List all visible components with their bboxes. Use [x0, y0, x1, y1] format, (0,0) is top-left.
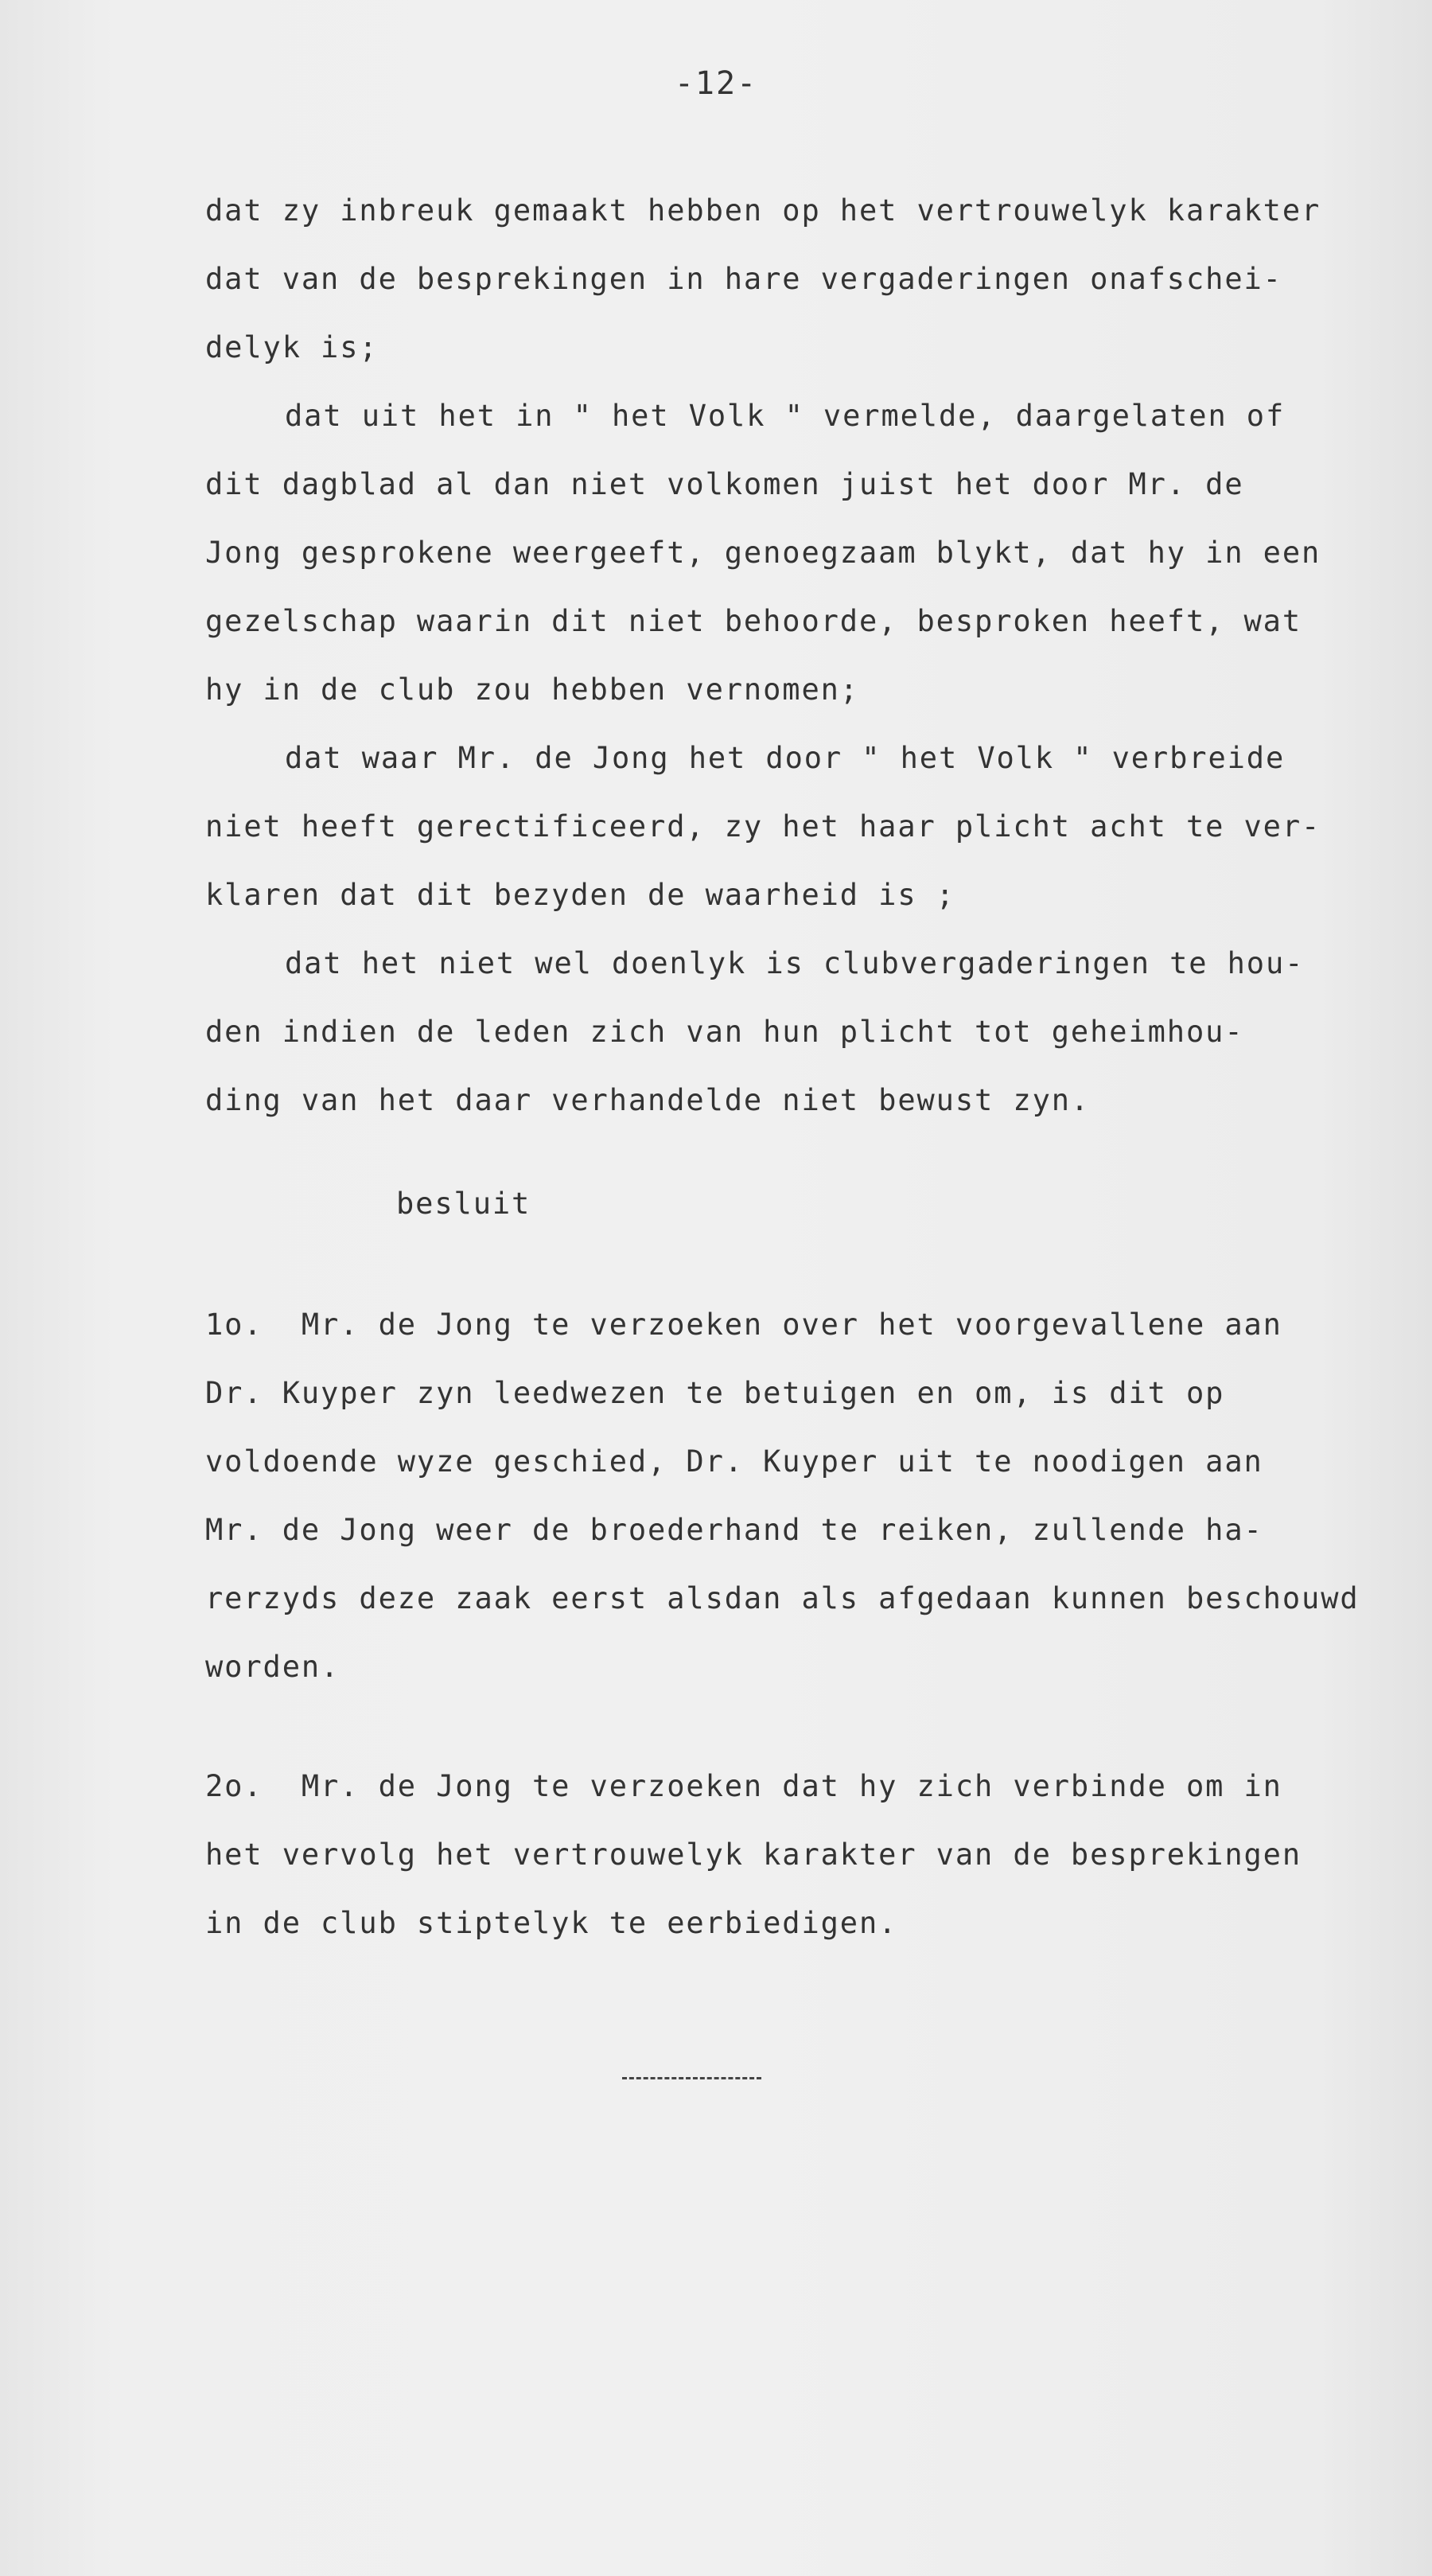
- document-body: [205, 177, 1399, 1958]
- text-line: het vervolg het vertrouwelyk karakter van de besprekingen: [205, 1837, 1302, 1872]
- text-line: Mr. de Jong weer de broederhand te reiken, zullende ha-: [205, 1513, 1263, 1547]
- text-line: Dr. Kuyper zyn leedwezen te betuigen en om, is dit op: [205, 1376, 1225, 1410]
- resolution-item-1: [205, 1291, 1399, 1701]
- text-line: dat uit het in " het Volk " vermelde, daargelaten of: [285, 399, 1286, 433]
- text-line: in de club stiptelyk te eerbiedigen.: [205, 1906, 898, 1940]
- text-line: 1o. Mr. de Jong te verzoeken over het voorgevallene aan: [205, 1307, 1282, 1342]
- text-line: dat van de besprekingen in hare vergaderingen onafschei-: [205, 262, 1282, 296]
- paragraph-1: [205, 177, 1399, 382]
- paragraph-3: [205, 724, 1399, 929]
- page-number: -12-: [674, 65, 758, 102]
- text-line: den indien de leden zich van hun plicht tot geheimhou-: [205, 1015, 1244, 1049]
- text-line: dat het niet wel doenlyk is clubvergaderingen te hou-: [285, 946, 1305, 980]
- text-line: gezelschap waarin dit niet behoorde, besproken heeft, wat: [205, 604, 1302, 638]
- text-line: hy in de club zou hebben vernomen;: [205, 672, 859, 707]
- resolution-item-2: [205, 1752, 1399, 1958]
- resolution-heading: besluit: [396, 1187, 531, 1221]
- text-line: voldoende wyze geschied, Dr. Kuyper uit te noodigen aan: [205, 1444, 1263, 1479]
- text-line: dat waar Mr. de Jong het door " het Volk " verbreide: [285, 741, 1286, 775]
- text-line: Jong gesprokene weergeeft, genoegzaam blykt, dat hy in een: [205, 536, 1321, 570]
- paragraph-4: [205, 929, 1399, 1135]
- text-line: dit dagblad al dan niet volkomen juist het door Mr. de: [205, 467, 1244, 501]
- text-line: dat zy inbreuk gemaakt hebben op het vertrouwelyk karakter: [205, 193, 1321, 228]
- paragraph-2: [205, 382, 1399, 724]
- text-line: niet heeft gerectificeerd, zy het haar plicht acht te ver-: [205, 809, 1321, 844]
- text-line: worden.: [205, 1650, 340, 1684]
- text-line: rerzyds deze zaak eerst alsdan als afgedaan kunnen beschouwd: [205, 1581, 1360, 1615]
- text-line: klaren dat dit bezyden de waarheid is ;: [205, 878, 955, 912]
- text-line: delyk is;: [205, 330, 379, 364]
- closing-divider: [622, 2077, 761, 2079]
- text-line: ding van het daar verhandelde niet bewust zyn.: [205, 1083, 1091, 1117]
- text-line: 2o. Mr. de Jong te verzoeken dat hy zich verbinde om in: [205, 1769, 1282, 1803]
